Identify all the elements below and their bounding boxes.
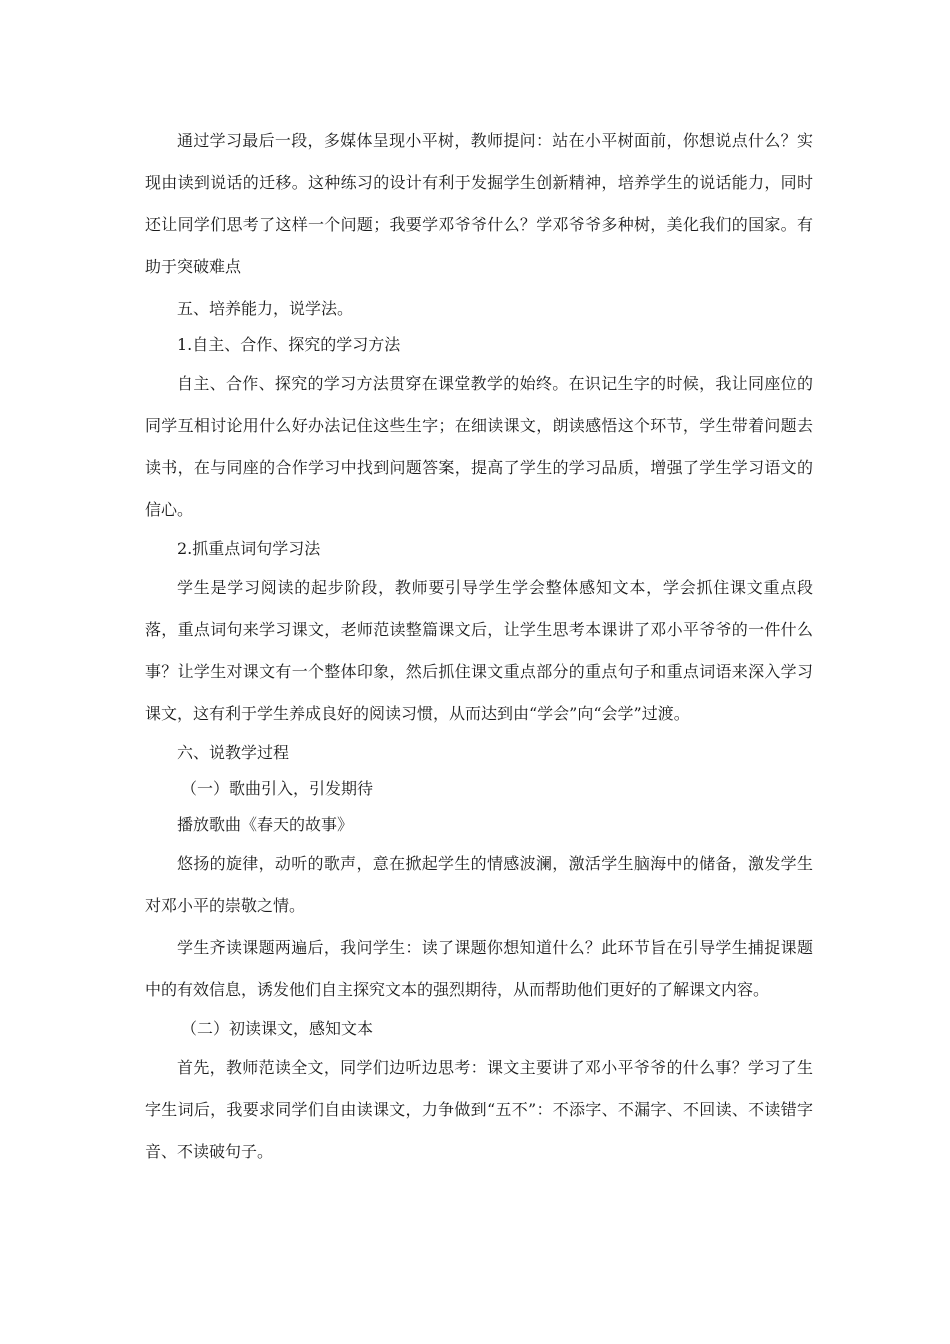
document-body <box>145 120 813 1173</box>
subheading-5-2: 2.抓重点词句学习法 <box>177 539 321 558</box>
paragraph-read-title: 学生齐读课题两遍后，我问学生：读了课题你想知道什么？此环节旨在引导学生捕捉课题中的有效信息，诱发他们自主探究文本的强烈期待，从而帮助他们更好的了解课文内容。 <box>145 938 813 999</box>
subheading-6-1: （一）歌曲引入，引发期待 <box>181 779 374 798</box>
subheading-5-1: 1.自主、合作、探究的学习方法 <box>177 335 401 354</box>
paragraph-key-words-method: 学生是学习阅读的起步阶段，教师要引导学生学会整体感知文本，学会抓住课文重点段落，重点词句来学习课文，老师范读整篇课文后，让学生思考本课讲了邓小平爷爷的一件什么事？让学生对课文有一个整体印象，然后抓住课文重点部分的重点句子和重点词语来深入学习课文，这有利于学生养成良好的阅读习惯，从而达到由“学会”向“会学”过渡。 <box>145 578 813 723</box>
subheading-6-2: （二）初读课文，感知文本 <box>181 1019 374 1038</box>
paragraph-melody: 悠扬的旋律，动听的歌声，意在掀起学生的情感波澜，激活学生脑海中的储备，激发学生对邓小平的崇敬之情。 <box>145 854 813 915</box>
paragraph-first-reading: 首先，教师范读全文，同学们边听边思考：课文主要讲了邓小平爷爷的什么事？学习了生字生词后，我要求同学们自由读课文，力争做到“五不”：不添字、不漏字、不回读、不读错字音、不读破句子。 <box>145 1058 813 1161</box>
paragraph-play-song: 播放歌曲《春天的故事》 <box>177 815 354 834</box>
section-heading-6: 六、说教学过程 <box>177 743 290 762</box>
paragraph-cooperative-learning: 自主、合作、探究的学习方法贯穿在课堂教学的始终。在识记生字的时候，我让同座位的同学互相讨论用什么好办法记住这些生字；在细读课文，朗读感悟这个环节，学生带着问题去读书，在与同座的合作学习中找到问题答案，提高了学生的学习品质，增强了学生学习语文的信心。 <box>145 374 813 519</box>
section-heading-5: 五、培养能力，说学法。 <box>177 299 354 318</box>
paragraph-reflection: 通过学习最后一段，多媒体呈现小平树，教师提问：站在小平树面前，你想说点什么？实现由读到说话的迁移。这种练习的设计有利于发掘学生创新精神，培养学生的说话能力，同时还让同学们思考了这样一个问题；我要学邓爷爷什么？学邓爷爷多种树，美化我们的国家。有助于突破难点 <box>145 131 813 276</box>
